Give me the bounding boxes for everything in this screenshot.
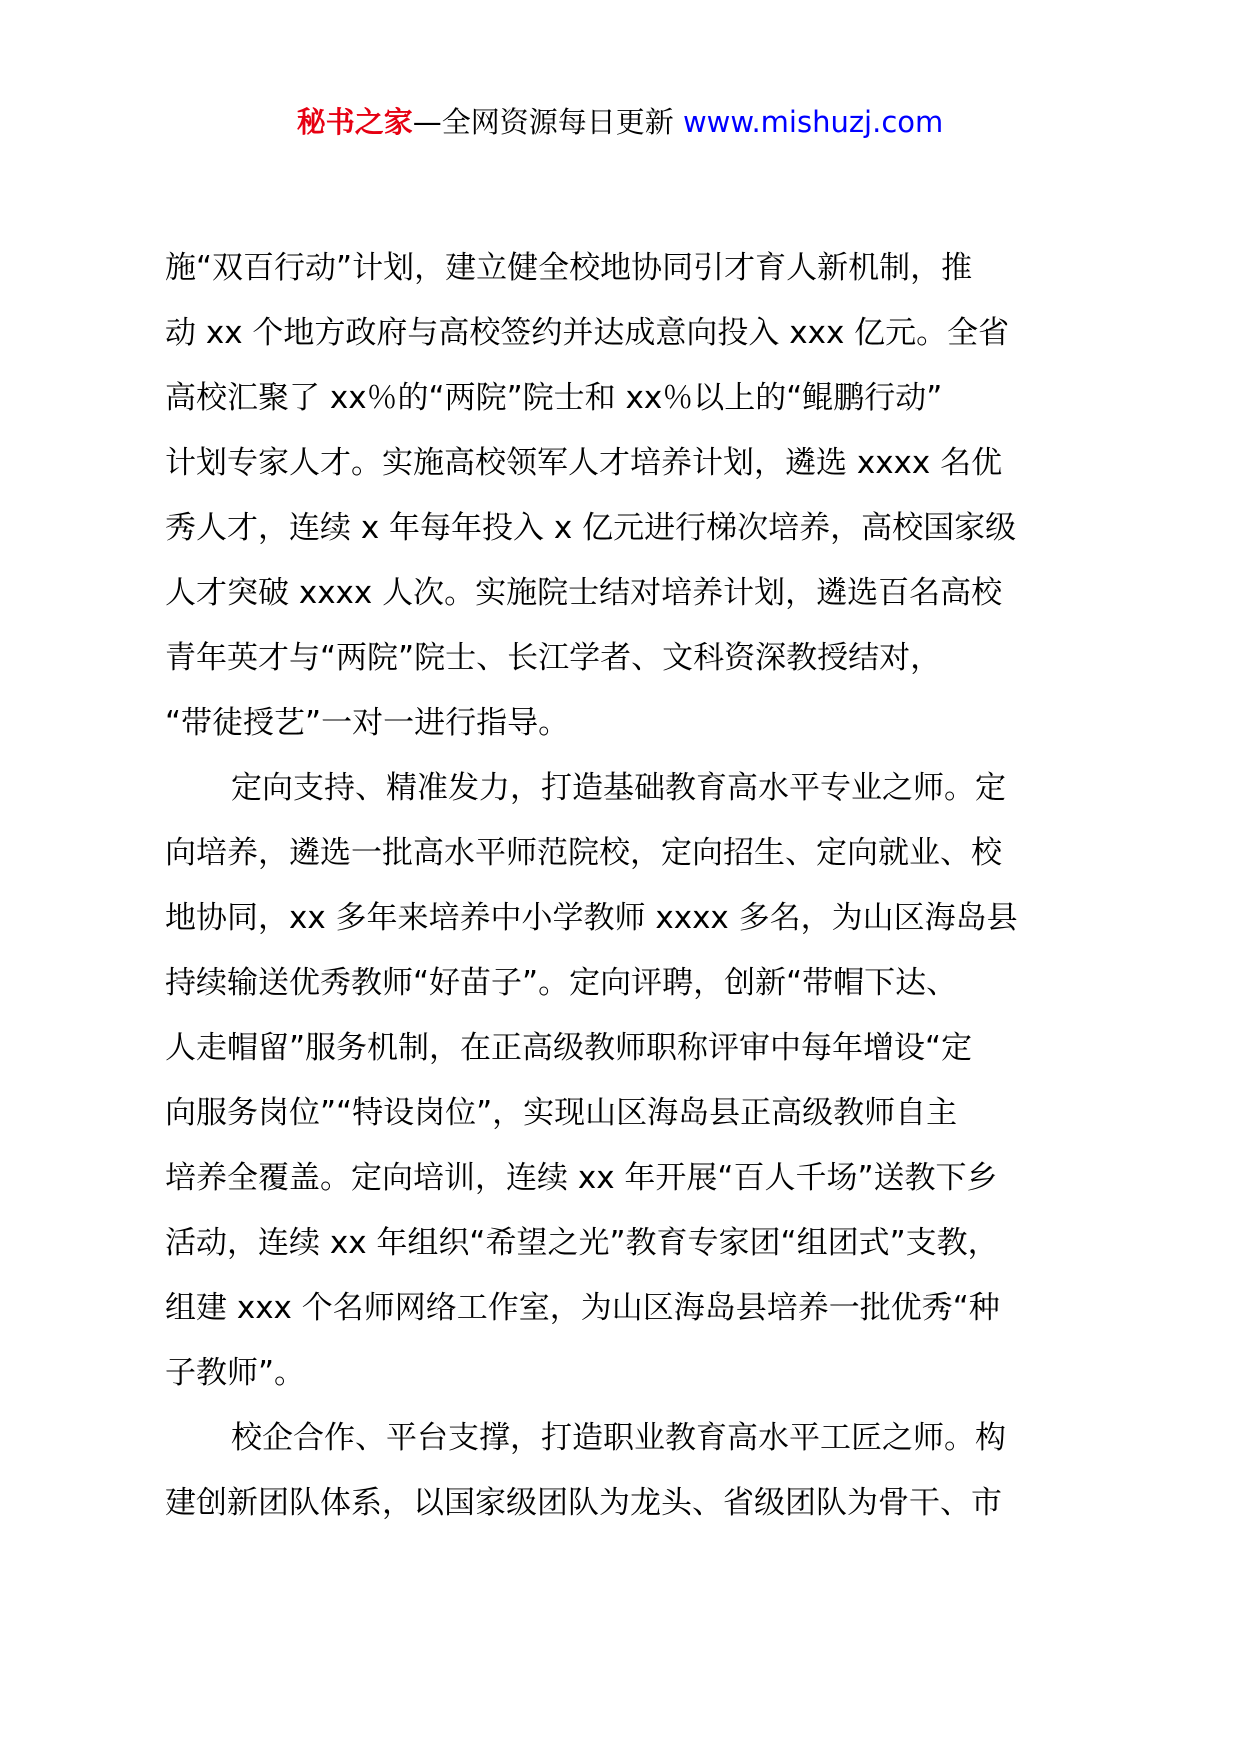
- document-body: [165, 236, 1095, 1536]
- text-line: “带徒授艺”一对一进行指导。: [165, 705, 570, 741]
- text-line: 动 xx 个地方政府与高校签约并达成意向投入 xxx 亿元。全省: [165, 315, 1010, 351]
- text-line: 持续输送优秀教师“好苗子”。定向评聘，创新“带帽下达、: [165, 965, 958, 1001]
- text-line: 秀人才，连续 x 年每年投入 x 亿元进行梯次培养，高校国家级: [165, 510, 1017, 546]
- page-header: [0, 100, 1240, 144]
- text-line: 活动，连续 xx 年组织“希望之光”教育专家团“组团式”支教，: [165, 1225, 999, 1261]
- text-line: 青年英才与“两院”院士、长江学者、文科资深教授结对，: [165, 640, 942, 676]
- text-line: 向服务岗位”“特设岗位”，实现山区海岛县正高级教师自主: [165, 1095, 958, 1131]
- text-line: 组建 xxx 个名师网络工作室，为山区海岛县培养一批优秀“种: [165, 1290, 1000, 1326]
- text-line: 向培养，遴选一批高水平师范院校，定向招生、定向就业、校: [165, 835, 1002, 871]
- text-line: 建创新团队体系，以国家级团队为龙头、省级团队为骨干、市: [165, 1485, 1002, 1521]
- text-line: 子教师”。: [165, 1355, 306, 1391]
- paragraph-first-line: 定向支持、精准发力，打造基础教育高水平专业之师。定: [231, 770, 1006, 806]
- text-line: 培养全覆盖。定向培训，连续 xx 年开展“百人千场”送教下乡: [165, 1160, 998, 1196]
- paragraph-first-line: 校企合作、平台支撑，打造职业教育高水平工匠之师。构: [231, 1420, 1006, 1456]
- text-line: 人才突破 xxxx 人次。实施院士结对培养计划，遴选百名高校: [165, 575, 1003, 611]
- site-url-link[interactable]: www.mishuzj.com: [682, 105, 944, 139]
- brand-name: 秘书之家: [296, 105, 413, 139]
- text-line: 计划专家人才。实施高校领军人才培养计划，遴选 xxxx 名优: [165, 445, 1003, 481]
- text-line: 人走帽留”服务机制，在正高级教师职称评审中每年增设“定: [165, 1030, 973, 1066]
- text-line: 高校汇聚了 xx％的“两院”院士和 xx％以上的“鲲鹏行动”: [165, 380, 943, 416]
- text-line: 施“双百行动”计划，建立健全校地协同引才育人新机制，推: [165, 250, 973, 286]
- header-tagline: —全网资源每日更新: [412, 105, 683, 139]
- text-line: 地协同，xx 多年来培养中小学教师 xxxx 多名，为山区海岛县: [165, 900, 1018, 936]
